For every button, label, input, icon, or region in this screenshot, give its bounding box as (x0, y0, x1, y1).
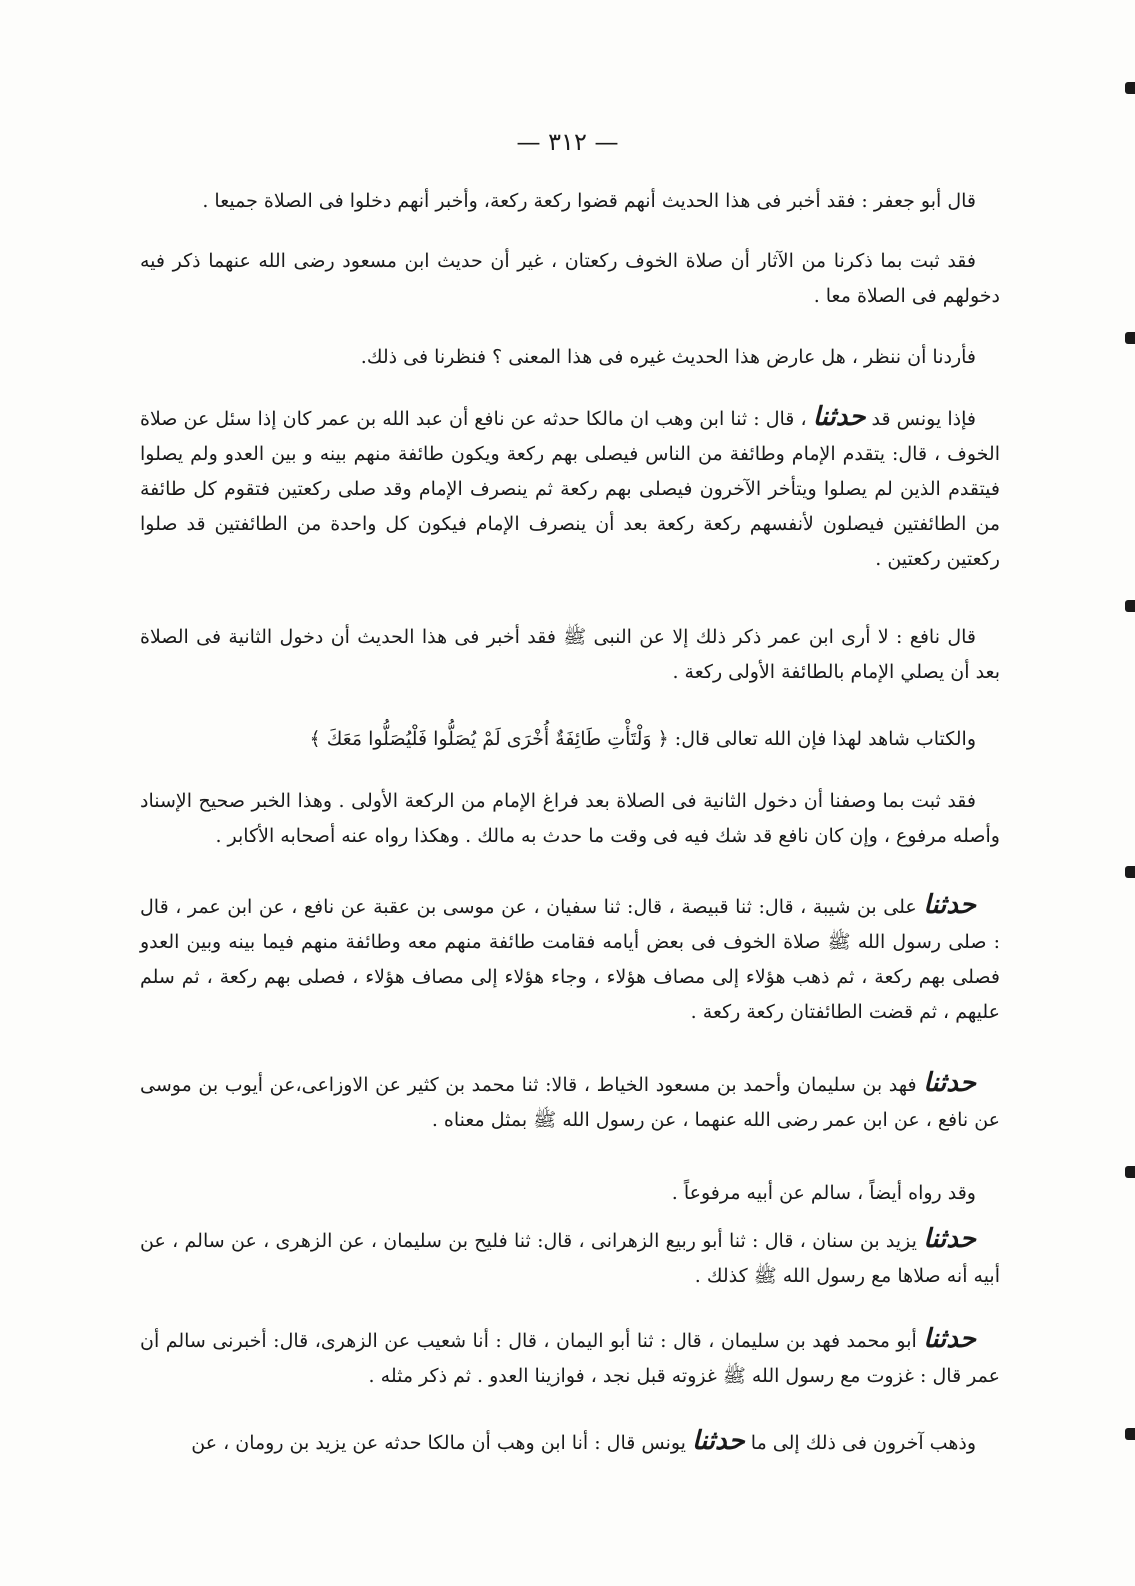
paragraph-text: على بن شيبة ، قال: ثنا قبيصة ، قال: ثنا سفيان ، عن موسى بن عقبة عن نافع ، عن ابن عمر ، قال : صلى رسول الله ﷺ صلاة الخوف فى بعض أيامه فقامت طائفة منهم معه وطائفة منهم فيما بينه وبين العدو فصلى بهم ركعة ، ثم ذهب هؤلاء إلى مصاف هؤلاء ، وجاء هؤلاء إلى مصاف هؤلاء ، فصلى بهم ركعة ، ثم سلم عليهم ، ثم قضت الطائفتان ركعة ركعة . (140, 896, 1000, 1023)
paragraph-text: فقد ثبت بما ذكرنا من الآثار أن صلاة الخوف ركعتان ، غير أن حديث ابن مسعود رضى الله عنهما ذكر فيه دخولهم فى الصلاة معا . (140, 250, 1000, 307)
scan-edge-mark (1125, 600, 1135, 612)
haddathana-heading: حدثنا (812, 402, 866, 432)
paragraph-prefix: وذهب آخرون فى ذلك إلى ما (750, 1432, 976, 1454)
paragraph-1 (140, 184, 1000, 219)
paragraph-text: فأردنا أن ننظر ، هل عارض هذا الحديث غيره فى هذا المعنى ؟ فنظرنا فى ذلك. (360, 346, 976, 368)
paragraph-7 (140, 784, 1000, 854)
haddathana-heading: حدثنا (692, 1426, 745, 1456)
paragraph-text: فقد ثبت بما وصفنا أن دخول الثانية فى الصلاة بعد فراغ الإمام من الركعة الأولى . وهذا الخبر صحيح الإسناد وأصله مرفوع ، وإن كان نافع قد شك فيه فى وقت ما حدث به مالك . وهكذا رواه عنه أصحابه الأكابر . (140, 790, 1000, 847)
haddathana-heading: حدثنا (923, 1224, 976, 1254)
paragraph-text: أبو محمد فهد بن سليمان ، قال : ثنا أبو اليمان ، قال : أنا شعيب عن الزهرى، قال: أخبرنى سالم أن عمر قال : غزوت مع رسول الله ﷺ غزوته قبل نجد ، فوازينا العدو . ثم ذكر مثله . (140, 1330, 1000, 1387)
paragraph-4 (140, 400, 1000, 577)
paragraph-prefix: فإذا يونس قد (871, 408, 976, 430)
paragraph-text: والكتاب شاهد لهذا فإن الله تعالى قال: ﴿ وَلْتَأْتِ طَائِفَةٌ أُخْرَى لَمْ يُصَلُّوا فَلْيُصَلُّوا مَعَكَ ﴾ (309, 728, 976, 750)
paragraph-text: قال نافع : لا أرى ابن عمر ذكر ذلك إلا عن النبى ﷺ فقد أخبر فى هذا الحديث أن دخول الثانية فى الصلاة بعد أن يصلي الإمام بالطائفة الأولى ركعة . (140, 626, 1000, 683)
paragraph-6 (140, 722, 1000, 757)
paragraph-text: فهد بن سليمان وأحمد بن مسعود الخياط ، قالا: ثنا محمد بن كثير عن الاوزاعى،عن أيوب بن موسى عن نافع ، عن ابن عمر رضى الله عنهما ، عن رسول الله ﷺ بمثل معناه . (140, 1074, 1000, 1131)
paragraph-8 (140, 888, 1000, 1030)
paragraph-9 (140, 1066, 1000, 1138)
scan-edge-mark (1125, 866, 1135, 878)
paragraph-13 (140, 1424, 1000, 1461)
paragraph-2 (140, 244, 1000, 314)
paragraph-3 (140, 340, 1000, 375)
paragraph-12 (140, 1322, 1000, 1394)
haddathana-heading: حدثنا (923, 1324, 976, 1354)
paragraph-text: وقد رواه أيضاً ، سالم عن أبيه مرفوعاً . (671, 1182, 976, 1204)
scan-edge-mark (1125, 82, 1135, 94)
haddathana-heading: حدثنا (923, 1068, 976, 1098)
paragraph-11 (140, 1222, 1000, 1294)
paragraph-5 (140, 620, 1000, 690)
scan-edge-mark (1125, 1166, 1135, 1178)
scan-edge-mark (1125, 332, 1135, 344)
paragraph-text: يزيد بن سنان ، قال : ثنا أبو ربيع الزهرانى ، قال: ثنا فليح بن سليمان ، عن الزهرى ، عن سالم ، عن أبيه أنه صلاها مع رسول الله ﷺ كذلك . (140, 1230, 1000, 1287)
paragraph-10 (140, 1176, 1000, 1211)
haddathana-heading: حدثنا (923, 890, 976, 920)
paragraph-text: قال أبو جعفر : فقد أخبر فى هذا الحديث أنهم قضوا ركعة ركعة، وأخبر أنهم دخلوا فى الصلاة جميعا . (202, 190, 976, 212)
scan-edge-mark (1125, 1428, 1135, 1440)
paragraph-text: ، قال : ثنا ابن وهب ان مالكا حدثه عن نافع أن عبد الله بن عمر كان إذا سئل عن صلاة الخوف ، قال: يتقدم الإمام وطائفة من الناس فيصلى بهم ركعة ويكون طائفة منهم بينه و بين العدو ولم يصلوا فيتقدم الذين لم يصلوا ويتأخر الآخرون فيصلى بهم ركعة ثم ينصرف الإمام وقد صلى ركعتين فتقوم كل طائفة من الطائفتين فيصلون لأنفسهم ركعة ركعة بعد أن ينصرف الإمام فيكون كل واحدة من الطائفتين قد صلوا ركعتين ركعتين . (140, 408, 1000, 570)
paragraph-text: يونس قال : أنا ابن وهب أن مالكا حدثه عن يزيد بن رومان ، عن (191, 1432, 686, 1454)
page-number: — ٣١٢ — (516, 128, 619, 156)
